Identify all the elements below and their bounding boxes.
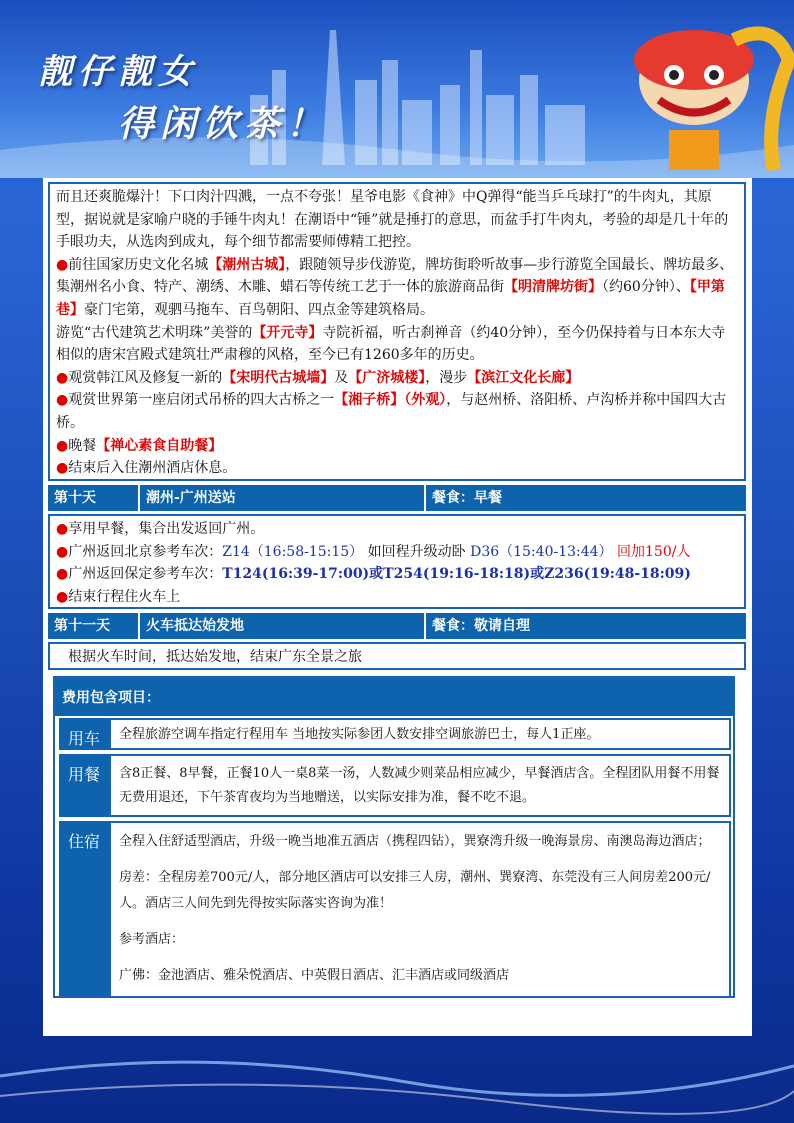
day-label: 第十天 [48, 485, 140, 511]
fee-label: 用餐 [59, 754, 109, 817]
chaozhou-ancient-city-paragraph [56, 254, 738, 322]
highlight: 【潮州古城】 [208, 256, 286, 273]
text: 观赏世界第一座启闭式吊桥的四大古桥之一 [68, 392, 335, 409]
highlight: 【开元寺】 [252, 324, 323, 341]
breakfast-line [56, 518, 738, 541]
text: 结束行程住火车上 [68, 588, 181, 605]
fee-row-hotel [59, 821, 731, 998]
text: 及 [334, 369, 349, 386]
text: 结束后入住潮州酒店休息。 [68, 460, 237, 477]
fee-title: 费用包含项目： [55, 678, 733, 716]
highlight: 【禅心素食自助餐】 [96, 437, 223, 454]
lion-dance-graphic [574, 0, 794, 178]
text: 观赏韩江风及修复一新的 [68, 369, 223, 386]
fee-value: 全程旅游空调车指定行程用车 当地按实际参团人数安排空调旅游巴士，每人1正座。 [109, 718, 731, 750]
highlight: 【甲第巷】 [56, 279, 725, 318]
header-banner [0, 0, 794, 178]
slogan-line-1: 靓仔靓女 [38, 52, 198, 92]
beef-ball-paragraph: 而且还爽脆爆汁！下口肉汁四溅，一点不夸张！星爷电影《食神》中Q弹得“能当乒乓球打”的牛肉丸，其原型，据说就是家喻户晓的手锤牛肉丸！在潮语中“锤”就是捶打的意思，而盆手打牛肉丸，考验的却是几十年的手眼功夫，从选肉到成丸，每个细节都需要师傅精工把控。 [56, 189, 729, 251]
bullet: ● [56, 460, 69, 477]
text: ，跟随领导步伐游览，牌坊街聆听故事—步行游览全国最长、牌坊最多、集潮州名小食、特产、潮绣、木雕、蜡石等传统工艺于一体的旅游商品街 [56, 256, 734, 296]
highlight: 【宋明代古城墙】 [222, 369, 335, 386]
text: 前往国家历史文化名城 [68, 256, 209, 273]
highlight: 【广济城楼】 [348, 369, 426, 386]
text: ，漫步 [425, 369, 468, 386]
day11-header [48, 613, 746, 639]
text: 寺院祈福，听古刹禅音（约40分钟），至今仍保持着与日本东大寺相似的唐宋宫殿式建筑壮严肃穆的风格，至今已有1260多年的历史。 [56, 324, 726, 364]
highlight: 【湘子桥】（外观） [334, 392, 447, 409]
day-label: 第十一天 [48, 613, 140, 639]
text: 晚餐 [68, 437, 97, 454]
kaiyuan-temple-paragraph [56, 322, 738, 367]
route-label: 火车抵达始发地 [140, 613, 426, 639]
day9-detail-box [48, 182, 746, 481]
slogan-line-2: 得闲饮茶！ [118, 103, 329, 145]
bullet: ● [56, 543, 69, 560]
bullet: ● [56, 369, 69, 386]
meal-label: 餐食：早餐 [426, 485, 746, 511]
text: （约60分钟）、 [602, 279, 690, 296]
day11-detail-box [48, 642, 746, 670]
meal-label: 餐食：敬请自理 [426, 613, 746, 639]
fee-label: 住宿 [59, 821, 109, 998]
bullet: ● [56, 392, 69, 409]
fee-value [109, 821, 731, 998]
reference-hotels: 广佛：金池酒店、雅朵悦酒店、中英假日酒店、汇丰酒店或同级酒店 [119, 968, 510, 983]
wave-decoration [0, 1036, 794, 1123]
text: 如回程升级动卧 [367, 543, 466, 560]
text: 游览“古代建筑艺术明珠”美誉的 [56, 324, 253, 341]
highlight: 【明清牌坊街】 [504, 279, 602, 296]
upgrade-price: 回加150/人 [617, 543, 691, 560]
dinner-line [56, 435, 738, 458]
end-line [56, 586, 738, 609]
reference-hotel-label: 参考酒店： [119, 932, 185, 947]
day10-detail-box [48, 514, 746, 609]
train-number: D36（15:40-13:44） [470, 543, 613, 560]
hotel-line [56, 457, 738, 480]
fee-inclusions-section [53, 676, 735, 998]
text: 豪门宅第，观驷马拖车、百鸟朝阳、四点金等建筑格局。 [84, 301, 434, 318]
hotel-standard: 全程入住舒适型酒店，升级一晚当地准五酒店（携程四钻），巽寮湾升级一晚海景房、南澳岛海边酒店； [119, 834, 711, 849]
fee-row-meals [59, 754, 731, 817]
room-difference: 房差：全程房差700元/人，部分地区酒店可以安排三人房，潮州、巽寮湾、东莞没有三人间房差200元/人。酒店三人间先到先得按实际落实咨询为准！ [119, 870, 711, 911]
beijing-train-line [56, 541, 738, 564]
text: ，与赵州桥、洛阳桥、卢沟桥并称中国四大古桥。 [56, 392, 727, 431]
bullet: ● [56, 588, 69, 605]
arrival-line: 根据火车时间，抵达始发地，结束广东全景之旅 [68, 649, 362, 665]
bullet: ● [56, 256, 69, 273]
bullet: ● [56, 566, 69, 583]
text: 享用早餐，集合出发返回广州。 [68, 521, 265, 537]
fee-label: 用车 [59, 718, 109, 750]
day10-header [48, 485, 746, 511]
han-river-paragraph [56, 367, 738, 390]
text: 广州返回保定参考车次： [68, 566, 223, 583]
fee-value: 含8正餐、8早餐，正餐10人一桌8菜一汤，人数减少则菜品相应减少，早餐酒店含。全程团队用餐不用餐无费用退还，下午茶宵夜均为当地赠送，以实际安排为准，餐不吃不退。 [109, 754, 731, 817]
text: 广州返回北京参考车次： [68, 543, 223, 560]
xiangzi-bridge-paragraph [56, 389, 738, 434]
bullet: ● [56, 437, 69, 454]
bullet: ● [56, 521, 69, 537]
highlight: 【滨江文化长廊】 [467, 369, 580, 386]
train-numbers: T124(16:39-17:00)或T254(19:16-18:18)或Z236(19:48-18:09) [222, 566, 691, 583]
fee-row-transport [59, 718, 731, 750]
route-label: 潮州-广州送站 [140, 485, 426, 511]
train-number: Z14（16:58-15:15） [222, 543, 364, 560]
baoding-train-line [56, 563, 738, 586]
